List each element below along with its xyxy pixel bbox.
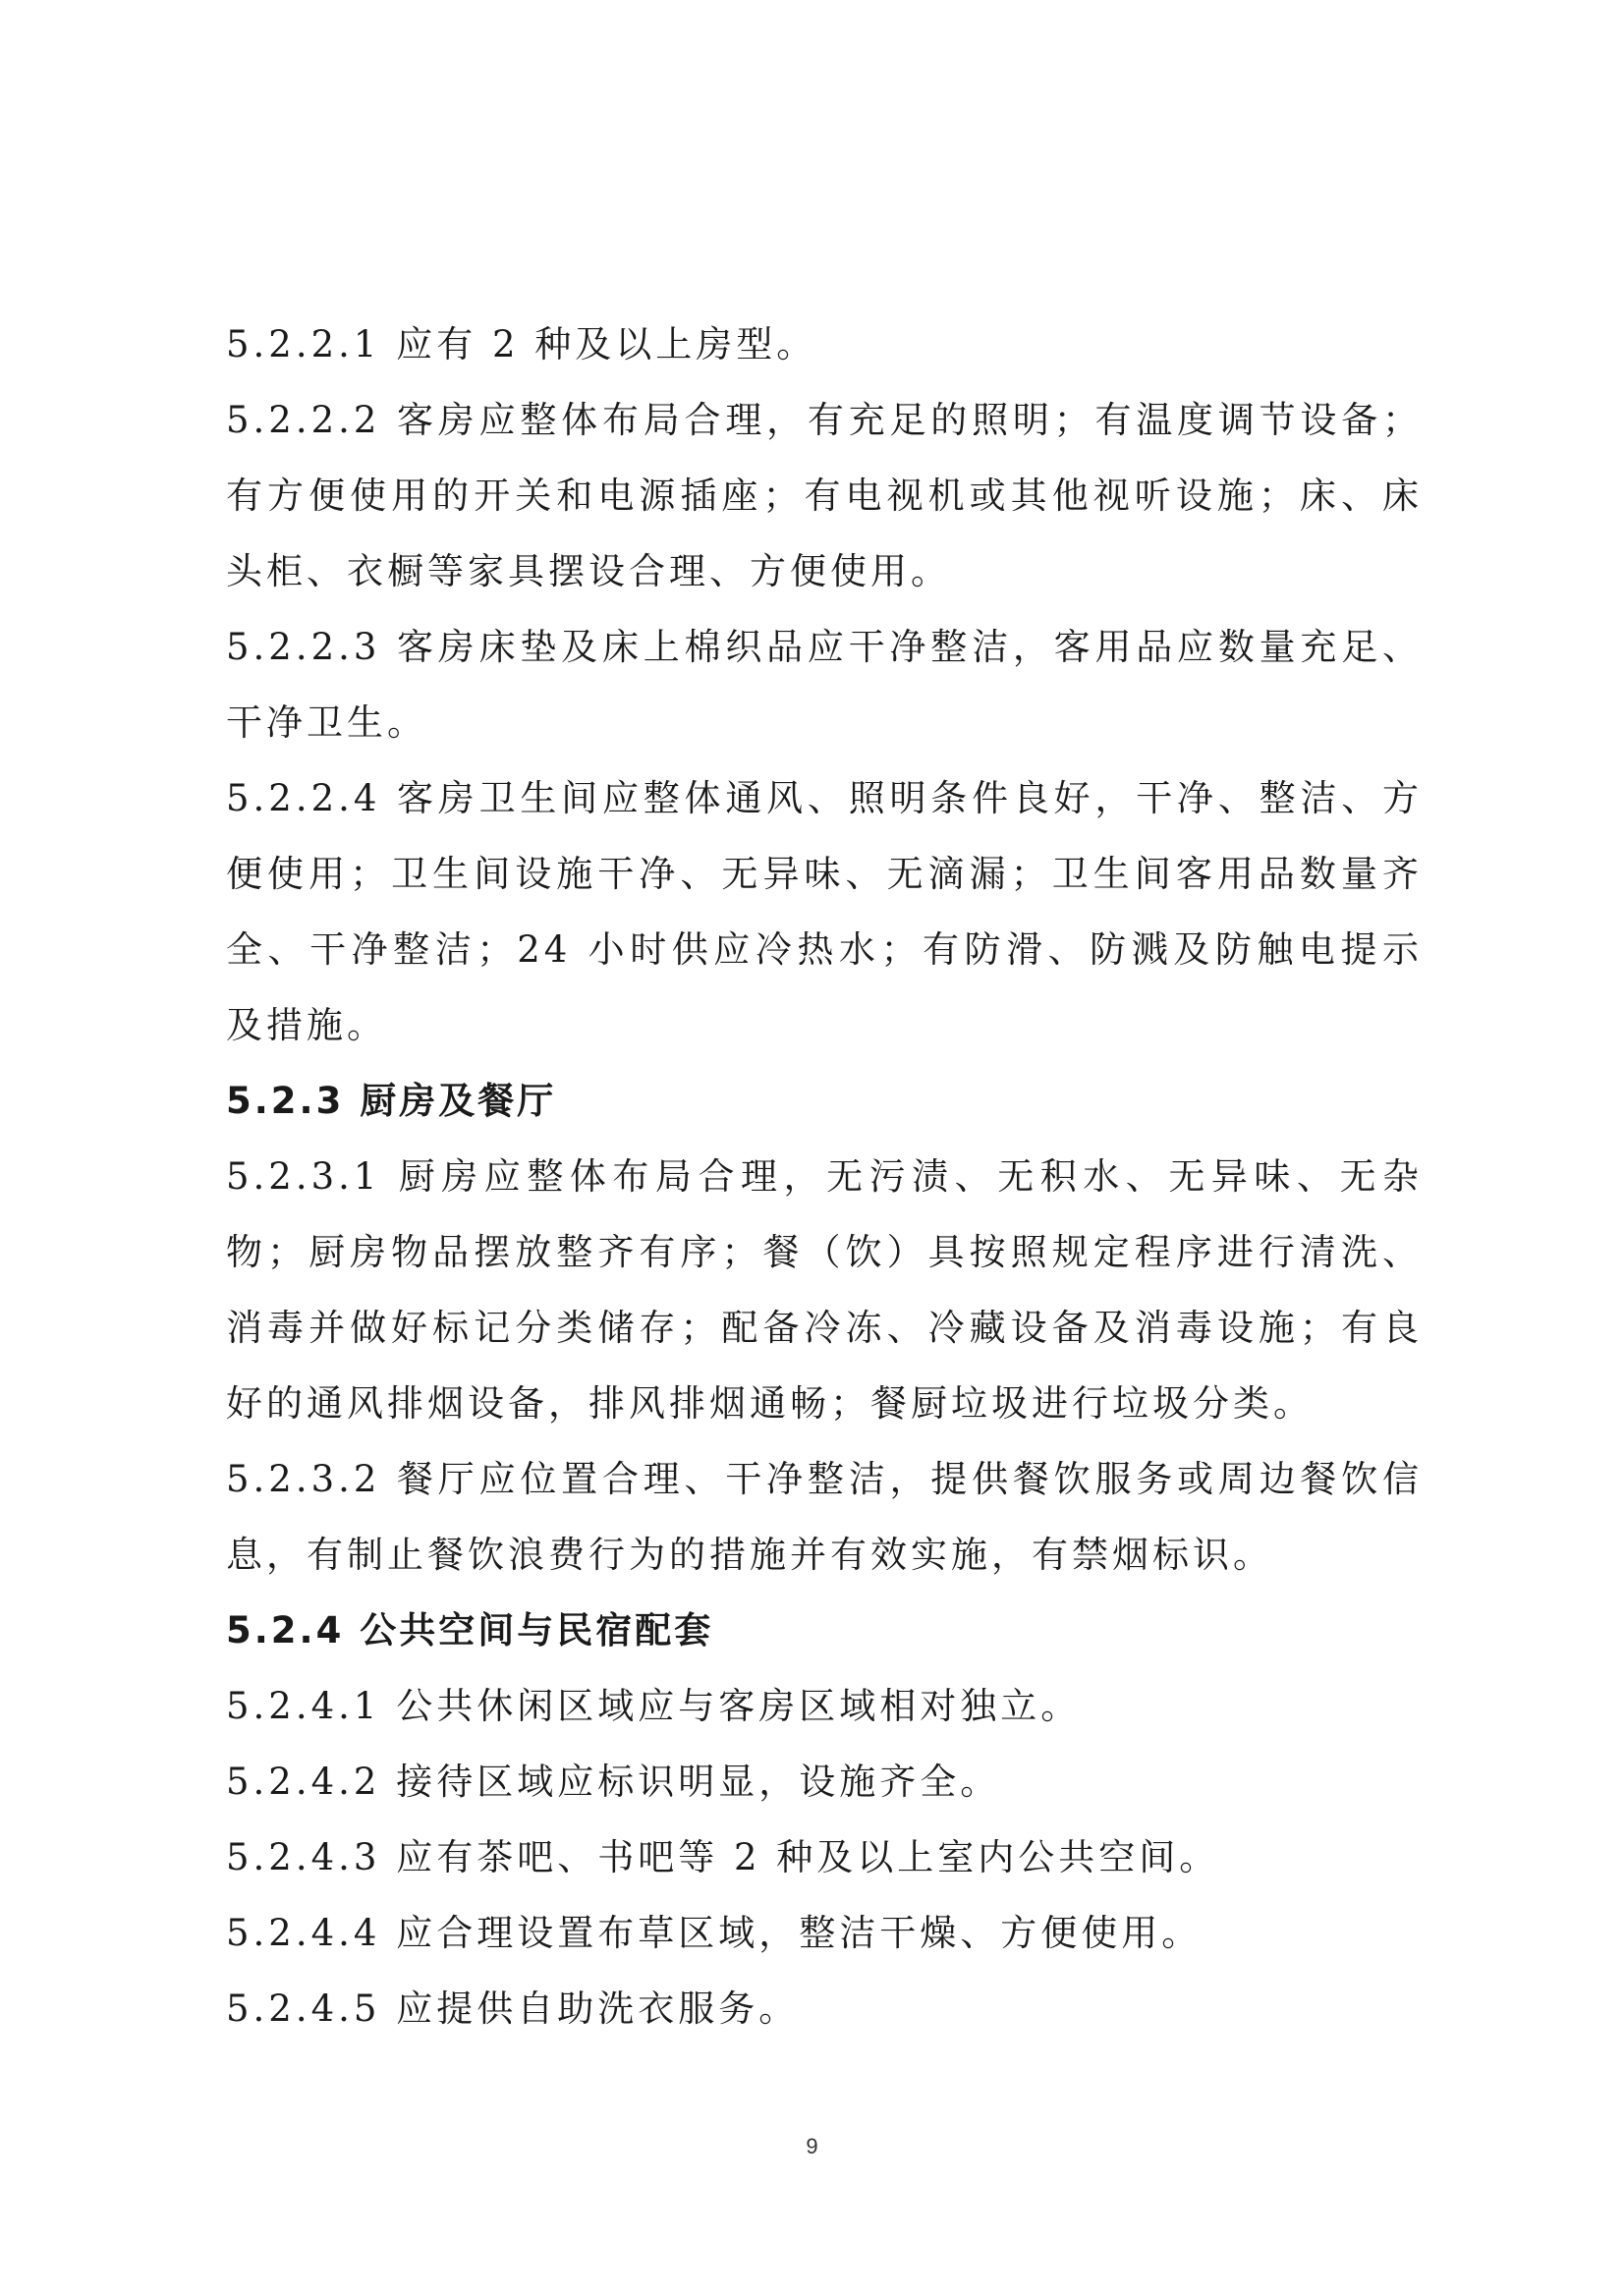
section-heading-5-2-3: 5.2.3 厨房及餐厅 bbox=[226, 1080, 557, 1122]
clause-5-2-2-3: 5.2.2.3 客房床垫及床上棉织品应干净整洁，客用品应数量充足、干净卫生。 bbox=[226, 626, 1423, 744]
clause-5-2-4-4: 5.2.4.4 应合理设置布草区域，整洁干燥、方便使用。 bbox=[226, 1912, 1203, 1954]
clause-5-2-2-4: 5.2.2.4 客房卫生间应整体通风、照明条件良好，干净、整洁、方便使用；卫生间设施干净、无异味、无滴漏；卫生间客用品数量齐全、干净整洁；24 小时供应冷热水；有防滑、防溅及防触电提示及措施。 bbox=[226, 777, 1423, 1046]
section-heading-5-2-4: 5.2.4 公共空间与民宿配套 bbox=[226, 1609, 714, 1651]
clause-5-2-4-2: 5.2.4.2 接待区域应标识明显，设施齐全。 bbox=[226, 1761, 1001, 1803]
clause-5-2-3-2: 5.2.3.2 餐厅应位置合理、干净整洁，提供餐饮服务或周边餐饮信息，有制止餐饮浪费行为的措施并有效实施，有禁烟标识。 bbox=[226, 1458, 1423, 1576]
clause-5-2-2-2: 5.2.2.2 客房应整体布局合理，有充足的照明；有温度调节设备；有方便使用的开关和电源插座；有电视机或其他视听设施；床、床头柜、衣橱等家具摆设合理、方便使用。 bbox=[226, 399, 1423, 592]
clause-5-2-4-5: 5.2.4.5 应提供自助洗衣服务。 bbox=[226, 1987, 800, 2030]
clause-5-2-3-1: 5.2.3.1 厨房应整体布局合理，无污渍、无积水、无异味、无杂物；厨房物品摆放整齐有序；餐（饮）具按照规定程序进行清洗、消毒并做好标记分类储存；配备冷冻、冷藏设备及消毒设施；有良好的通风排烟设备，排风排烟通畅；餐厨垃圾进行垃圾分类。 bbox=[226, 1155, 1423, 1425]
clause-5-2-4-3: 5.2.4.3 应有茶吧、书吧等 2 种及以上室内公共空间。 bbox=[226, 1836, 1220, 1878]
clause-5-2-2-1: 5.2.2.1 应有 2 种及以上房型。 bbox=[226, 323, 817, 365]
clause-5-2-4-1: 5.2.4.1 公共休闲区域应与客房区域相对独立。 bbox=[226, 1685, 1082, 1727]
page-content bbox=[226, 307, 1423, 2046]
page-number: 9 bbox=[806, 2134, 818, 2158]
